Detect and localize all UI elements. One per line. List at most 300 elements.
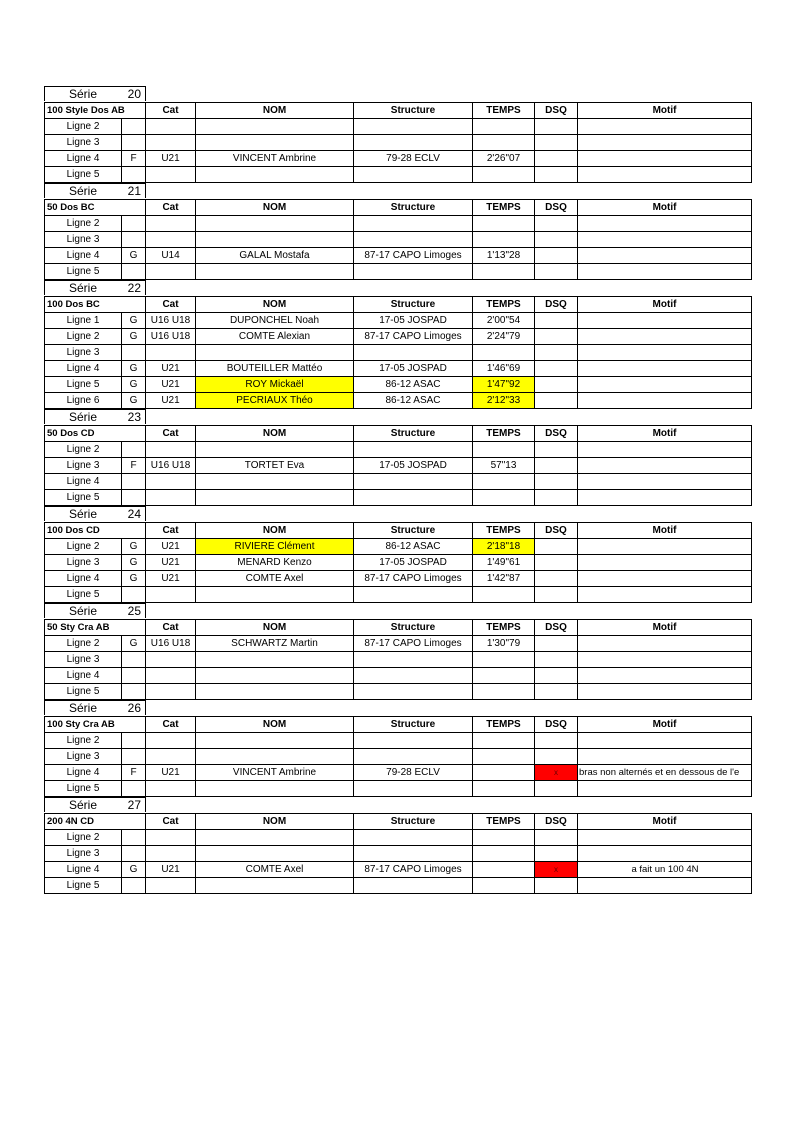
structure-cell: 17-05 JOSPAD xyxy=(354,361,473,377)
serie-box xyxy=(44,506,146,521)
motif-cell: bras non alternés et en dessous de l'e xyxy=(578,765,752,781)
lane-cell: Ligne 3 xyxy=(45,458,122,474)
serie-label: Série xyxy=(69,87,98,101)
temps-header: TEMPS xyxy=(473,814,535,830)
table-row xyxy=(45,571,752,587)
sex-cell: G xyxy=(122,313,146,329)
motif-cell xyxy=(578,587,752,603)
motif-cell xyxy=(578,846,752,862)
lane-cell: Ligne 2 xyxy=(45,119,122,135)
dsq-cell xyxy=(535,232,578,248)
cat-header: Cat xyxy=(146,814,196,830)
serie-number: 26 xyxy=(127,701,141,715)
sex-cell xyxy=(122,442,146,458)
lane-cell: Ligne 5 xyxy=(45,167,122,183)
cat-cell: U21 xyxy=(146,377,196,393)
table-row xyxy=(45,765,752,781)
dsq-cell xyxy=(535,587,578,603)
lane-cell: Ligne 4 xyxy=(45,361,122,377)
lane-cell: Ligne 3 xyxy=(45,652,122,668)
name-cell xyxy=(196,684,354,700)
time-cell xyxy=(473,119,535,135)
cat-cell xyxy=(146,119,196,135)
table-row xyxy=(45,167,752,183)
motif-cell xyxy=(578,830,752,846)
sex-cell xyxy=(122,878,146,894)
time-cell xyxy=(473,345,535,361)
dsq-cell xyxy=(535,377,578,393)
motif-cell xyxy=(578,636,752,652)
cat-header: Cat xyxy=(146,717,196,733)
cat-header: Cat xyxy=(146,620,196,636)
serie-block xyxy=(44,86,751,183)
dsq-cell xyxy=(535,733,578,749)
motif-header: Motif xyxy=(578,814,752,830)
dsq-cell: x xyxy=(535,862,578,878)
structure-header: Structure xyxy=(354,200,473,216)
lane-cell: Ligne 4 xyxy=(45,474,122,490)
serie-block xyxy=(44,183,751,280)
sex-cell xyxy=(122,135,146,151)
motif-header: Motif xyxy=(578,620,752,636)
name-cell: GALAL Mostafa xyxy=(196,248,354,264)
table-row xyxy=(45,830,752,846)
dsq-cell xyxy=(535,458,578,474)
name-cell: BOUTEILLER Mattéo xyxy=(196,361,354,377)
serie-header xyxy=(44,183,751,199)
dsq-cell xyxy=(535,878,578,894)
lane-cell: Ligne 3 xyxy=(45,749,122,765)
cat-cell: U14 xyxy=(146,248,196,264)
name-cell: PECRIAUX Théo xyxy=(196,393,354,409)
motif-header: Motif xyxy=(578,523,752,539)
cat-cell xyxy=(146,216,196,232)
motif-cell xyxy=(578,490,752,506)
event-name: 200 4N CD xyxy=(45,814,146,830)
table-row xyxy=(45,636,752,652)
dsq-cell xyxy=(535,264,578,280)
lane-cell: Ligne 3 xyxy=(45,232,122,248)
serie-block xyxy=(44,280,751,409)
motif-cell xyxy=(578,458,752,474)
motif-cell xyxy=(578,151,752,167)
sex-cell xyxy=(122,167,146,183)
structure-cell: 87-17 CAPO Limoges xyxy=(354,571,473,587)
name-cell xyxy=(196,264,354,280)
name-cell xyxy=(196,830,354,846)
serie-box xyxy=(44,797,146,812)
dsq-cell xyxy=(535,216,578,232)
cat-cell: U21 xyxy=(146,862,196,878)
motif-cell xyxy=(578,652,752,668)
sex-cell xyxy=(122,119,146,135)
dsq-cell xyxy=(535,248,578,264)
time-cell xyxy=(473,862,535,878)
lane-cell: Ligne 4 xyxy=(45,668,122,684)
table-row xyxy=(45,442,752,458)
time-cell: 1'30"79 xyxy=(473,636,535,652)
sex-cell xyxy=(122,474,146,490)
sex-cell xyxy=(122,830,146,846)
time-cell: 1'42"87 xyxy=(473,571,535,587)
serie-header xyxy=(44,700,751,716)
sex-cell: G xyxy=(122,248,146,264)
dsq-cell xyxy=(535,361,578,377)
sex-cell xyxy=(122,846,146,862)
dsq-cell xyxy=(535,313,578,329)
cat-cell xyxy=(146,345,196,361)
time-cell xyxy=(473,878,535,894)
structure-cell xyxy=(354,781,473,797)
name-cell: MENARD Kenzo xyxy=(196,555,354,571)
dsq-cell xyxy=(535,119,578,135)
lane-cell: Ligne 1 xyxy=(45,313,122,329)
sex-cell: F xyxy=(122,151,146,167)
cat-cell: U21 xyxy=(146,571,196,587)
lane-cell: Ligne 4 xyxy=(45,248,122,264)
lane-cell: Ligne 4 xyxy=(45,571,122,587)
serie-number: 20 xyxy=(127,87,141,101)
structure-header: Structure xyxy=(354,620,473,636)
motif-cell xyxy=(578,264,752,280)
dsq-header: DSQ xyxy=(535,103,578,119)
name-cell: VINCENT Ambrine xyxy=(196,151,354,167)
time-cell: 1'47"92 xyxy=(473,377,535,393)
sex-cell xyxy=(122,749,146,765)
lane-cell: Ligne 2 xyxy=(45,539,122,555)
sex-cell xyxy=(122,264,146,280)
lane-cell: Ligne 6 xyxy=(45,393,122,409)
serie-block xyxy=(44,506,751,603)
name-cell xyxy=(196,733,354,749)
dsq-cell xyxy=(535,539,578,555)
motif-cell xyxy=(578,555,752,571)
serie-table xyxy=(44,716,752,797)
lane-cell: Ligne 3 xyxy=(45,135,122,151)
table-row xyxy=(45,151,752,167)
dsq-cell xyxy=(535,668,578,684)
event-name: 100 Style Dos AB xyxy=(45,103,146,119)
dsq-cell: x xyxy=(535,765,578,781)
name-cell xyxy=(196,749,354,765)
serie-header xyxy=(44,506,751,522)
motif-cell xyxy=(578,684,752,700)
structure-cell xyxy=(354,345,473,361)
table-row xyxy=(45,862,752,878)
name-cell xyxy=(196,474,354,490)
motif-cell xyxy=(578,119,752,135)
serie-block xyxy=(44,700,751,797)
serie-label: Série xyxy=(69,798,98,812)
sex-cell: G xyxy=(122,377,146,393)
nom-header: NOM xyxy=(196,103,354,119)
time-cell: 2'26"07 xyxy=(473,151,535,167)
table-row xyxy=(45,846,752,862)
dsq-cell xyxy=(535,684,578,700)
time-cell xyxy=(473,167,535,183)
structure-cell: 17-05 JOSPAD xyxy=(354,313,473,329)
serie-block xyxy=(44,603,751,700)
event-name: 100 Dos BC xyxy=(45,297,146,313)
cat-cell: U21 xyxy=(146,361,196,377)
dsq-header: DSQ xyxy=(535,523,578,539)
cat-header: Cat xyxy=(146,103,196,119)
motif-cell xyxy=(578,781,752,797)
structure-cell xyxy=(354,684,473,700)
name-cell xyxy=(196,216,354,232)
time-cell: 2'00"54 xyxy=(473,313,535,329)
sex-cell xyxy=(122,668,146,684)
table-row xyxy=(45,232,752,248)
nom-header: NOM xyxy=(196,297,354,313)
name-cell xyxy=(196,135,354,151)
serie-header xyxy=(44,280,751,296)
table-row xyxy=(45,555,752,571)
temps-header: TEMPS xyxy=(473,523,535,539)
structure-cell xyxy=(354,264,473,280)
cat-header: Cat xyxy=(146,297,196,313)
motif-cell xyxy=(578,442,752,458)
time-cell: 1'13"28 xyxy=(473,248,535,264)
sex-cell: G xyxy=(122,862,146,878)
time-cell xyxy=(473,781,535,797)
serie-header xyxy=(44,86,751,102)
header-row xyxy=(45,814,752,830)
time-cell xyxy=(473,442,535,458)
structure-cell xyxy=(354,442,473,458)
serie-number: 22 xyxy=(127,281,141,295)
structure-cell: 86-12 ASAC xyxy=(354,377,473,393)
header-row xyxy=(45,717,752,733)
serie-table xyxy=(44,619,752,700)
lane-cell: Ligne 2 xyxy=(45,329,122,345)
name-cell: ROY Mickaël xyxy=(196,377,354,393)
temps-header: TEMPS xyxy=(473,426,535,442)
table-row xyxy=(45,733,752,749)
header-row xyxy=(45,620,752,636)
cat-cell xyxy=(146,846,196,862)
dsq-cell xyxy=(535,490,578,506)
motif-cell xyxy=(578,135,752,151)
serie-table xyxy=(44,296,752,409)
name-cell xyxy=(196,119,354,135)
structure-cell: 87-17 CAPO Limoges xyxy=(354,862,473,878)
time-cell xyxy=(473,587,535,603)
table-row xyxy=(45,668,752,684)
structure-cell xyxy=(354,474,473,490)
time-cell xyxy=(473,135,535,151)
motif-cell xyxy=(578,733,752,749)
motif-cell xyxy=(578,668,752,684)
serie-header xyxy=(44,603,751,619)
time-cell: 1'49"61 xyxy=(473,555,535,571)
serie-number: 25 xyxy=(127,604,141,618)
dsq-cell xyxy=(535,329,578,345)
nom-header: NOM xyxy=(196,523,354,539)
sex-cell: G xyxy=(122,361,146,377)
dsq-cell xyxy=(535,636,578,652)
name-cell xyxy=(196,167,354,183)
serie-box xyxy=(44,183,146,198)
motif-cell xyxy=(578,878,752,894)
name-cell xyxy=(196,587,354,603)
sex-cell: G xyxy=(122,393,146,409)
motif-cell xyxy=(578,749,752,765)
name-cell: RIVIERE Clément xyxy=(196,539,354,555)
time-cell: 57"13 xyxy=(473,458,535,474)
dsq-header: DSQ xyxy=(535,297,578,313)
dsq-cell xyxy=(535,571,578,587)
structure-cell xyxy=(354,490,473,506)
cat-cell xyxy=(146,652,196,668)
serie-number: 27 xyxy=(127,798,141,812)
motif-cell xyxy=(578,474,752,490)
nom-header: NOM xyxy=(196,200,354,216)
cat-cell xyxy=(146,167,196,183)
sex-cell xyxy=(122,684,146,700)
table-row xyxy=(45,749,752,765)
dsq-cell xyxy=(535,781,578,797)
time-cell xyxy=(473,264,535,280)
event-name: 50 Sty Cra AB xyxy=(45,620,146,636)
name-cell: COMTE Axel xyxy=(196,862,354,878)
lane-cell: Ligne 2 xyxy=(45,636,122,652)
nom-header: NOM xyxy=(196,717,354,733)
header-row xyxy=(45,426,752,442)
motif-cell xyxy=(578,167,752,183)
motif-cell xyxy=(578,232,752,248)
cat-header: Cat xyxy=(146,523,196,539)
dsq-header: DSQ xyxy=(535,620,578,636)
name-cell xyxy=(196,781,354,797)
structure-cell xyxy=(354,135,473,151)
time-cell xyxy=(473,490,535,506)
dsq-cell xyxy=(535,167,578,183)
motif-cell xyxy=(578,393,752,409)
name-cell xyxy=(196,442,354,458)
time-cell: 1'46"69 xyxy=(473,361,535,377)
lane-cell: Ligne 5 xyxy=(45,781,122,797)
serie-box xyxy=(44,86,146,101)
table-row xyxy=(45,345,752,361)
dsq-cell xyxy=(535,135,578,151)
serie-label: Série xyxy=(69,604,98,618)
time-cell xyxy=(473,652,535,668)
structure-cell: 86-12 ASAC xyxy=(354,539,473,555)
sex-cell: G xyxy=(122,329,146,345)
structure-cell: 17-05 JOSPAD xyxy=(354,555,473,571)
lane-cell: Ligne 3 xyxy=(45,345,122,361)
structure-header: Structure xyxy=(354,814,473,830)
structure-cell: 17-05 JOSPAD xyxy=(354,458,473,474)
lane-cell: Ligne 5 xyxy=(45,878,122,894)
cat-cell: U21 xyxy=(146,151,196,167)
table-row xyxy=(45,329,752,345)
event-name: 100 Dos CD xyxy=(45,523,146,539)
dsq-header: DSQ xyxy=(535,717,578,733)
lane-cell: Ligne 5 xyxy=(45,684,122,700)
sex-cell xyxy=(122,733,146,749)
cat-cell xyxy=(146,878,196,894)
serie-header xyxy=(44,797,751,813)
header-row xyxy=(45,200,752,216)
time-cell xyxy=(473,474,535,490)
cat-cell xyxy=(146,264,196,280)
cat-cell xyxy=(146,749,196,765)
dsq-cell xyxy=(535,345,578,361)
serie-number: 21 xyxy=(127,184,141,198)
cat-cell xyxy=(146,830,196,846)
serie-box xyxy=(44,280,146,295)
header-row xyxy=(45,103,752,119)
name-cell: COMTE Axel xyxy=(196,571,354,587)
table-row xyxy=(45,458,752,474)
dsq-cell xyxy=(535,749,578,765)
serie-table xyxy=(44,102,752,183)
structure-cell xyxy=(354,167,473,183)
cat-header: Cat xyxy=(146,200,196,216)
motif-cell xyxy=(578,248,752,264)
dsq-cell xyxy=(535,652,578,668)
table-row xyxy=(45,361,752,377)
dsq-header: DSQ xyxy=(535,426,578,442)
name-cell xyxy=(196,846,354,862)
time-cell xyxy=(473,765,535,781)
lane-cell: Ligne 2 xyxy=(45,830,122,846)
motif-header: Motif xyxy=(578,297,752,313)
temps-header: TEMPS xyxy=(473,717,535,733)
cat-header: Cat xyxy=(146,426,196,442)
table-row xyxy=(45,119,752,135)
table-row xyxy=(45,652,752,668)
table-row xyxy=(45,313,752,329)
time-cell xyxy=(473,830,535,846)
sex-cell: G xyxy=(122,555,146,571)
name-cell: COMTE Alexian xyxy=(196,329,354,345)
lane-cell: Ligne 2 xyxy=(45,733,122,749)
serie-label: Série xyxy=(69,410,98,424)
sex-cell xyxy=(122,490,146,506)
temps-header: TEMPS xyxy=(473,297,535,313)
cat-cell: U16 U18 xyxy=(146,329,196,345)
structure-cell xyxy=(354,733,473,749)
structure-header: Structure xyxy=(354,103,473,119)
event-name: 50 Dos BC xyxy=(45,200,146,216)
structure-cell xyxy=(354,587,473,603)
time-cell xyxy=(473,668,535,684)
structure-cell xyxy=(354,119,473,135)
lane-cell: Ligne 5 xyxy=(45,377,122,393)
serie-number: 23 xyxy=(127,410,141,424)
sex-cell xyxy=(122,216,146,232)
sex-cell xyxy=(122,781,146,797)
motif-header: Motif xyxy=(578,200,752,216)
structure-cell xyxy=(354,878,473,894)
event-name: 100 Sty Cra AB xyxy=(45,717,146,733)
table-row xyxy=(45,135,752,151)
serie-number: 24 xyxy=(127,507,141,521)
name-cell: VINCENT Ambrine xyxy=(196,765,354,781)
cat-cell: U21 xyxy=(146,765,196,781)
cat-cell xyxy=(146,135,196,151)
cat-cell: U21 xyxy=(146,393,196,409)
lane-cell: Ligne 4 xyxy=(45,862,122,878)
name-cell xyxy=(196,668,354,684)
motif-cell xyxy=(578,329,752,345)
serie-label: Série xyxy=(69,701,98,715)
dsq-header: DSQ xyxy=(535,814,578,830)
time-cell xyxy=(473,232,535,248)
